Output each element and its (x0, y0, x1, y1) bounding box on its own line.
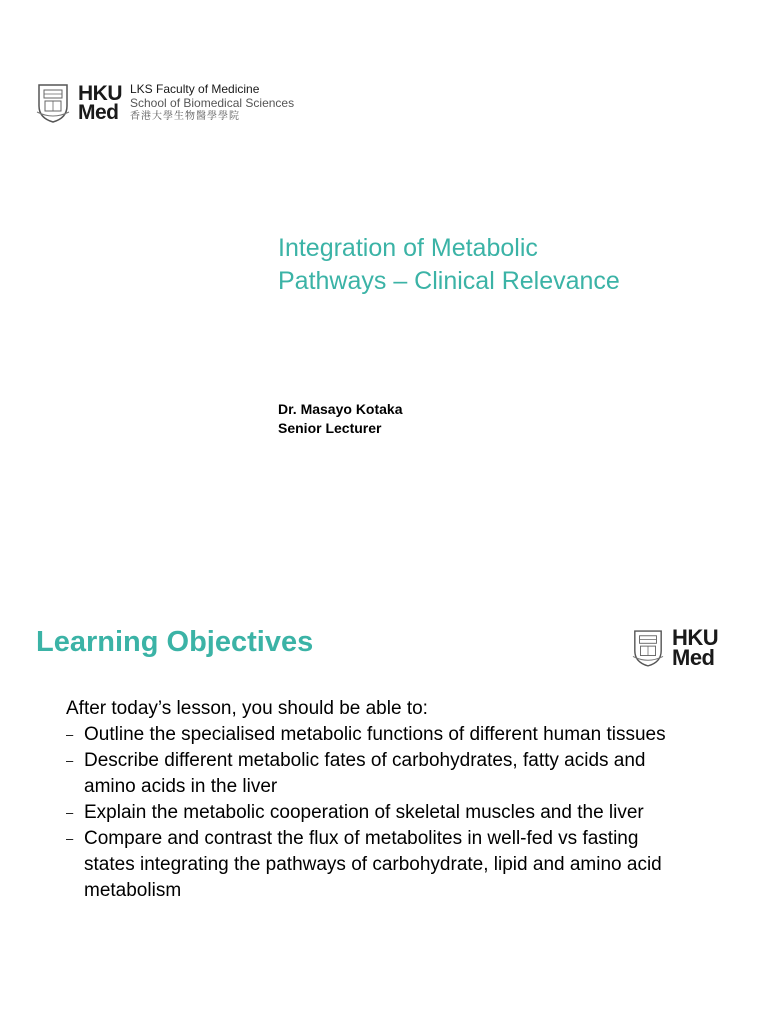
list-item (66, 800, 686, 826)
school-name: School of Biomedical Sciences (130, 96, 295, 110)
bullet-dash: – (66, 753, 74, 768)
list-item (66, 826, 686, 904)
presenter-role: Senior Lecturer (278, 420, 382, 436)
objective-text: Explain the metabolic cooperation of skeletal muscles and the liver (84, 802, 644, 823)
list-item (66, 722, 686, 748)
objectives-title: Learning Objectives (36, 626, 314, 658)
hku-crest-icon (36, 82, 70, 124)
hku-text: HKU (672, 625, 719, 650)
objectives-intro: After today’s lesson, you should be able to: (66, 698, 428, 719)
objective-text: Compare and contrast the flux of metabolites in well-fed vs fasting states integrating the pathways of carbohydrate, lipid and amino acid metabolism (84, 828, 662, 901)
objectives-slide (0, 590, 768, 1024)
hku-med-wordmark (78, 84, 122, 122)
bullet-dash: – (66, 831, 74, 846)
slide-title (278, 232, 738, 298)
hku-med-logo (36, 82, 294, 124)
school-chinese-name: 香港大學生物醫學學院 (130, 111, 240, 122)
faculty-name: LKS Faculty of Medicine (130, 82, 260, 96)
faculty-lines (130, 83, 294, 123)
hku-crest-icon (632, 628, 664, 668)
med-text: Med (78, 101, 119, 124)
bullet-dash: – (66, 727, 74, 742)
title-line-1: Integration of Metabolic (278, 234, 538, 262)
list-item (66, 748, 686, 800)
presenter-info (278, 400, 403, 438)
presenter-name: Dr. Masayo Kotaka (278, 401, 403, 417)
med-text: Med (672, 645, 715, 670)
hku-med-logo-small (632, 625, 719, 670)
objective-text: Describe different metabolic fates of carbohydrates, fatty acids and amino acids in the liver (84, 750, 646, 797)
hku-text: HKU (78, 82, 122, 105)
hku-med-wordmark (672, 625, 719, 670)
objective-text: Outline the specialised metabolic functions of different human tissues (84, 724, 666, 745)
objectives-list (66, 722, 686, 904)
bullet-dash: – (66, 805, 74, 820)
title-line-2: Pathways – Clinical Relevance (278, 267, 620, 295)
